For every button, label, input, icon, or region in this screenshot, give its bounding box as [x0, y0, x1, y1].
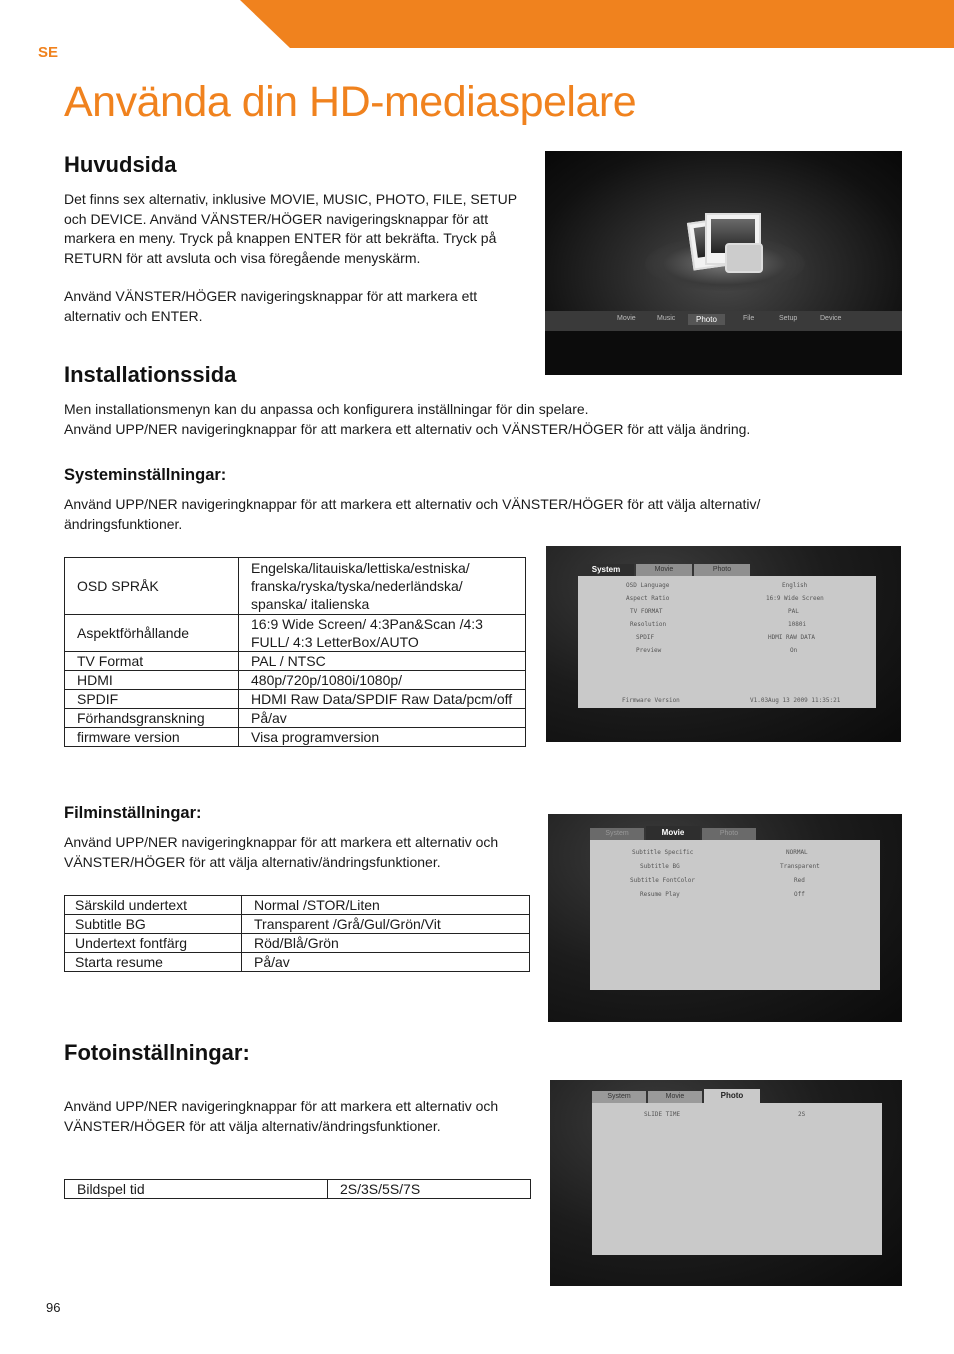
- option-label: Subtitle Specific: [632, 849, 694, 856]
- tab-system: System: [590, 828, 644, 840]
- tab-photo: Photo: [702, 828, 756, 840]
- table-row: [65, 953, 530, 972]
- section-heading-system: Systeminställningar:: [64, 466, 227, 484]
- table-row: [65, 671, 526, 690]
- table-cell-value: Röd/Blå/Grön: [242, 934, 530, 953]
- foto-settings-table: [64, 1179, 531, 1199]
- table-row: [65, 652, 526, 671]
- table-cell-value: Normal /STOR/Liten: [242, 896, 530, 915]
- header-accent-band: [240, 0, 954, 48]
- tab-system: System: [578, 564, 634, 576]
- table-cell-label: OSD SPRÅK: [65, 558, 239, 615]
- firmware-value: V1.03Aug 13 2009 11:35:21: [750, 697, 841, 704]
- foto-paragraph: Använd UPP/NER navigeringknappar för att markera ett alternativ och VÄNSTER/HÖGER för att välja alternativ/ändringsfunktioner.: [64, 1098, 499, 1134]
- huvudsida-text: [64, 190, 524, 326]
- tab-photo: Photo: [704, 1089, 760, 1103]
- film-paragraph: Använd UPP/NER navigeringknappar för att markera ett alternativ och VÄNSTER/HÖGER för att välja alternativ/ändringsfunktioner.: [64, 834, 499, 870]
- option-label: Subtitle FontColor: [630, 877, 696, 884]
- option-value: 1080i: [788, 621, 807, 628]
- table-row: [65, 896, 530, 915]
- option-label: SLIDE TIME: [644, 1111, 681, 1118]
- language-code: SE: [38, 44, 59, 61]
- installation-paragraph-1: Men installationsmenyn kan du anpassa och konfigurera inställningar för din spelare.: [64, 401, 589, 417]
- page-number: 96: [46, 1300, 61, 1315]
- option-value: 2S: [798, 1111, 806, 1118]
- camera-icon: [725, 243, 763, 273]
- option-label: SPDIF: [636, 634, 655, 641]
- home-menu-screenshot: [545, 151, 902, 375]
- section-heading-foto: Fotoinställningar:: [64, 1040, 250, 1065]
- table-cell-label: HDMI: [65, 671, 239, 690]
- menu-item-music: Music: [657, 315, 676, 322]
- installation-text: [64, 400, 894, 439]
- option-label: OSD Language: [626, 582, 670, 589]
- movie-settings-screenshot: [548, 814, 902, 1022]
- table-cell-label: TV Format: [65, 652, 239, 671]
- table-cell-label: Aspektförhållande: [65, 615, 239, 652]
- section-heading-installation: Installationssida: [64, 362, 237, 387]
- table-cell-value: 16:9 Wide Screen/ 4:3Pan&Scan /4:3 FULL/ 4:3 LetterBox/AUTO: [239, 615, 526, 652]
- option-value: HDMI RAW DATA: [768, 634, 815, 641]
- table-cell-label: Starta resume: [65, 953, 242, 972]
- table-cell-label: Undertext fontfärg: [65, 934, 242, 953]
- table-cell-value: 2S/3S/5S/7S: [328, 1180, 531, 1199]
- table-cell-value: På/av: [239, 709, 526, 728]
- table-row: [65, 558, 526, 615]
- table-cell-label: Förhandsgranskning: [65, 709, 239, 728]
- huvudsida-paragraph-2: Använd VÄNSTER/HÖGER navigeringsknappar för att markera ett alternativ och ENTER.: [64, 288, 478, 324]
- option-value: On: [790, 647, 798, 654]
- table-cell-label: Särskild undertext: [65, 896, 242, 915]
- table-cell-label: firmware version: [65, 728, 239, 747]
- huvudsida-paragraph-1: Det finns sex alternativ, inklusive MOVIE, MUSIC, PHOTO, FILE, SETUP och DEVICE. Använd VÄNSTER/HÖGER navigeringsknappar för att markera en meny. Tryck på knappen ENTER för att bekräfta. Tryck på RETURN för att avsluta och visa föregående menyskärm.: [64, 191, 517, 266]
- option-label: Subtitle BG: [640, 863, 680, 870]
- table-cell-value: 480p/720p/1080i/1080p/: [239, 671, 526, 690]
- section-heading-film: Filminställningar:: [64, 804, 202, 822]
- film-settings-table: [64, 895, 530, 972]
- table-cell-value: På/av: [242, 953, 530, 972]
- option-value: Off: [794, 891, 805, 898]
- photo-settings-screenshot: [550, 1080, 902, 1286]
- option-label: TV FORMAT: [630, 608, 663, 615]
- menu-item-setup: Setup: [779, 315, 798, 322]
- table-cell-label: Bildspel tid: [65, 1180, 328, 1199]
- table-cell-value: HDMI Raw Data/SPDIF Raw Data/pcm/off: [239, 690, 526, 709]
- table-row: [65, 1180, 531, 1199]
- option-value: NORMAL: [786, 849, 808, 856]
- option-label: Preview: [636, 647, 662, 654]
- table-row: [65, 709, 526, 728]
- menu-item-device: Device: [820, 315, 842, 322]
- table-cell-label: SPDIF: [65, 690, 239, 709]
- table-cell-value: Transparent /Grå/Gul/Grön/Vit: [242, 915, 530, 934]
- table-row: [65, 615, 526, 652]
- page-title: Använda din HD-mediaspelare: [64, 78, 637, 126]
- tab-system: System: [592, 1091, 646, 1103]
- option-value: PAL: [788, 608, 799, 615]
- settings-panel: [578, 576, 876, 708]
- firmware-label: Firmware Version: [622, 697, 680, 704]
- installation-paragraph-2: Använd UPP/NER navigeringknappar för att markera ett alternativ och VÄNSTER/HÖGER för att välja ändring.: [64, 420, 751, 437]
- tab-photo: Photo: [694, 564, 750, 576]
- menu-item-file: File: [743, 315, 755, 322]
- home-footer: [545, 331, 902, 375]
- tab-movie: Movie: [636, 564, 692, 576]
- option-value: Red: [794, 877, 805, 884]
- option-label: Resolution: [630, 621, 667, 628]
- table-row: [65, 915, 530, 934]
- table-cell-value: PAL / NTSC: [239, 652, 526, 671]
- option-value: Transparent: [780, 863, 820, 870]
- table-cell-value: Visa programversion: [239, 728, 526, 747]
- table-cell-value: Engelska/litauiska/lettiska/estniska/ franska/ryska/tyska/nederländska/ spanska/ italienska: [239, 558, 526, 615]
- option-value: English: [782, 582, 808, 589]
- table-row: [65, 728, 526, 747]
- table-row: [65, 934, 530, 953]
- menu-item-photo: Photo: [688, 314, 725, 325]
- system-paragraph: Använd UPP/NER navigeringknappar för att markera ett alternativ och VÄNSTER/HÖGER för att välja alternativ/ ändringsfunktioner.: [64, 496, 761, 532]
- tab-movie: Movie: [648, 1091, 702, 1103]
- tab-movie: Movie: [646, 826, 700, 840]
- option-label: Aspect Ratio: [626, 595, 670, 602]
- section-heading-huvudsida: Huvudsida: [64, 152, 177, 177]
- system-settings-table: [64, 557, 526, 747]
- menu-item-movie: Movie: [617, 315, 636, 322]
- home-menu-bar: [545, 311, 902, 331]
- table-row: [65, 690, 526, 709]
- option-label: Resume Play: [640, 891, 680, 898]
- table-cell-label: Subtitle BG: [65, 915, 242, 934]
- system-settings-screenshot: [546, 546, 901, 742]
- settings-panel: [590, 840, 880, 990]
- option-value: 16:9 Wide Screen: [766, 595, 824, 602]
- settings-panel: [592, 1103, 882, 1255]
